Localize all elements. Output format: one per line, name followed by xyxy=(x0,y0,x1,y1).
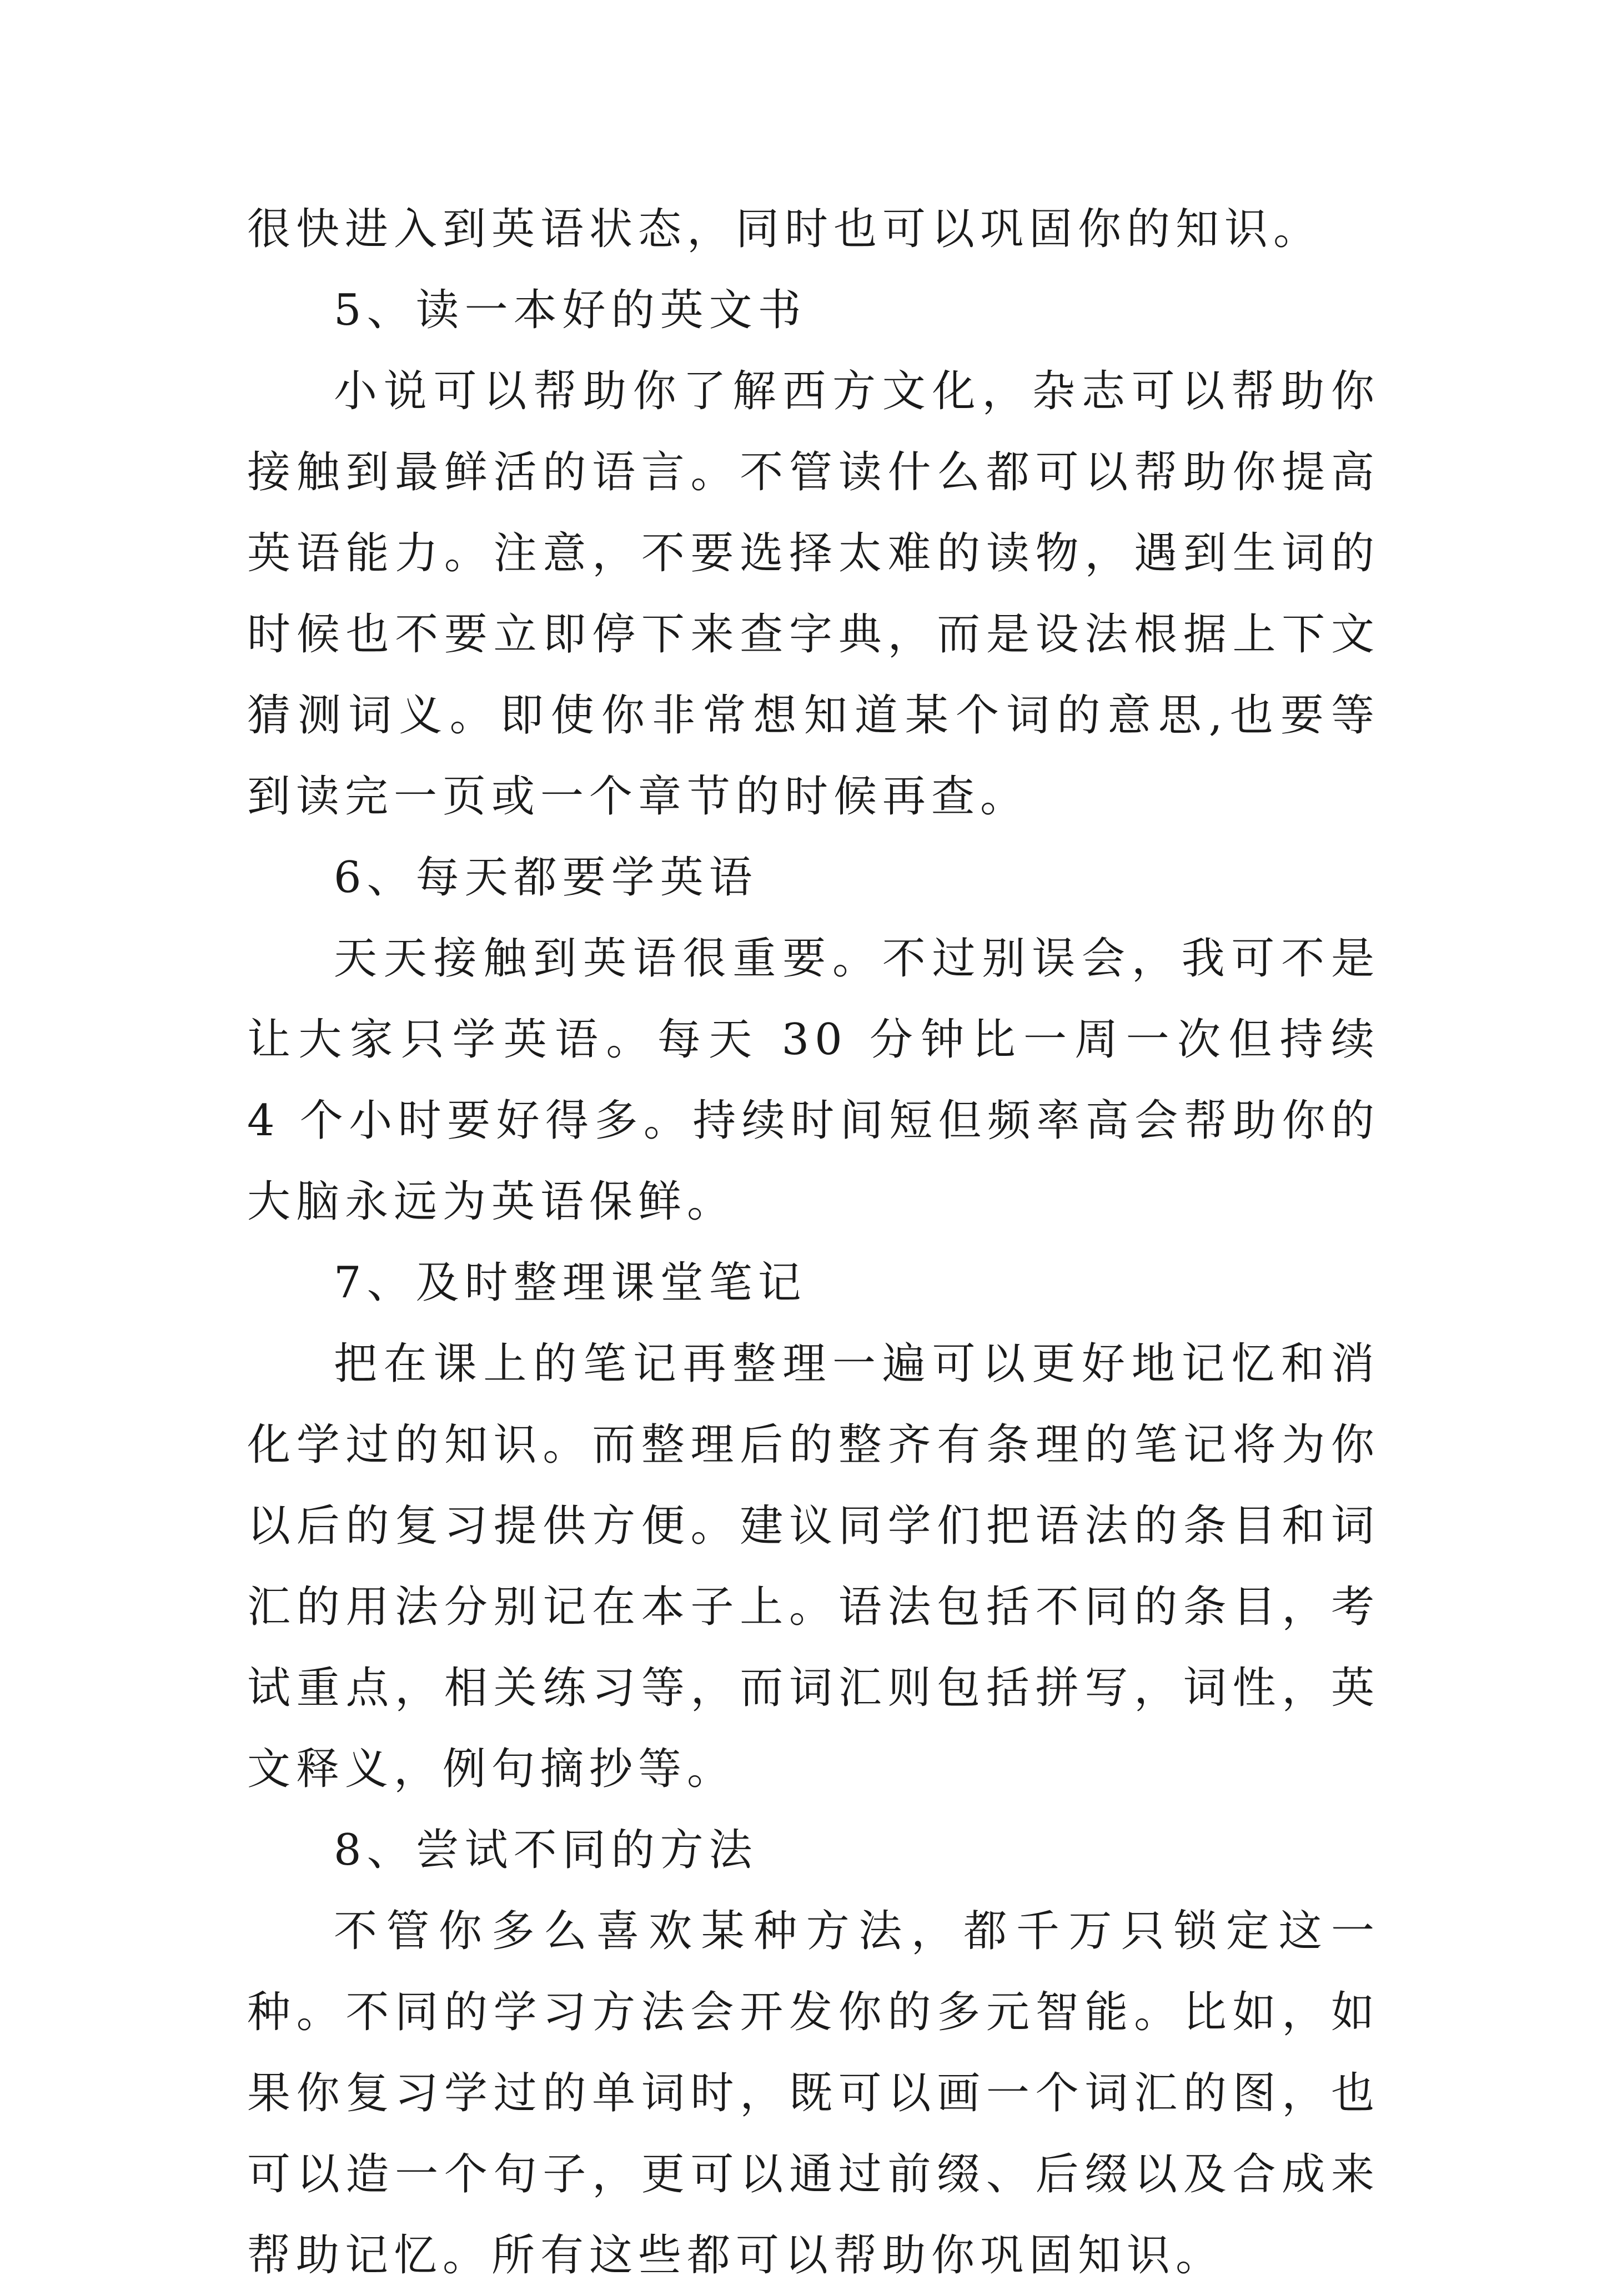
paragraph-daily-study: 天天接触到英语很重要。不过别误会，我可不是让大家只学英语。每天 30 分钟比一周一次但持续 4 个小时要好得多。持续时间短但频率高会帮助你的大脑永远为英语保鲜。 xyxy=(247,934,1380,1227)
section-heading-8: 8、尝试不同的方法 xyxy=(334,1825,758,1875)
section-heading-6: 6、每天都要学英语 xyxy=(334,853,758,903)
paragraph-continuation: 很快进入到英语状态，同时也可以巩固你的知识。 xyxy=(247,204,1323,254)
paragraph-read-books: 小说可以帮助你了解西方文化，杂志可以帮助你接触到最鲜活的语言。不管读什么都可以帮助你提高英语能力。注意，不要选择太难的读物，遇到生词的时候也不要立即停下来查字典，而是设法根据上下文猜测词义。即使你非常想知道某个词的意思,也要等到读完一页或一个章节的时候再查。 xyxy=(247,366,1380,822)
document-body xyxy=(247,189,1380,2296)
paragraph-different-methods: 不管你多么喜欢某种方法，都千万只锁定这一种。不同的学习方法会开发你的多元智能。比如，如果你复习学过的单词时，既可以画一个词汇的图，也可以造一个句子，更可以通过前缀、后缀以及合成来帮助记忆。所有这些都可以帮助你巩固知识。 xyxy=(247,1906,1380,2280)
paragraph-class-notes: 把在课上的笔记再整理一遍可以更好地记忆和消化学过的知识。而整理后的整齐有条理的笔记将为你以后的复习提供方便。建议同学们把语法的条目和词汇的用法分别记在本子上。语法包括不同的条目，考试重点，相关练习等，而词汇则包括拼写，词性，英文释义，例句摘抄等。 xyxy=(247,1339,1380,1794)
section-heading-5: 5、读一本好的英文书 xyxy=(334,285,807,335)
section-heading-7: 7、及时整理课堂笔记 xyxy=(334,1258,807,1308)
